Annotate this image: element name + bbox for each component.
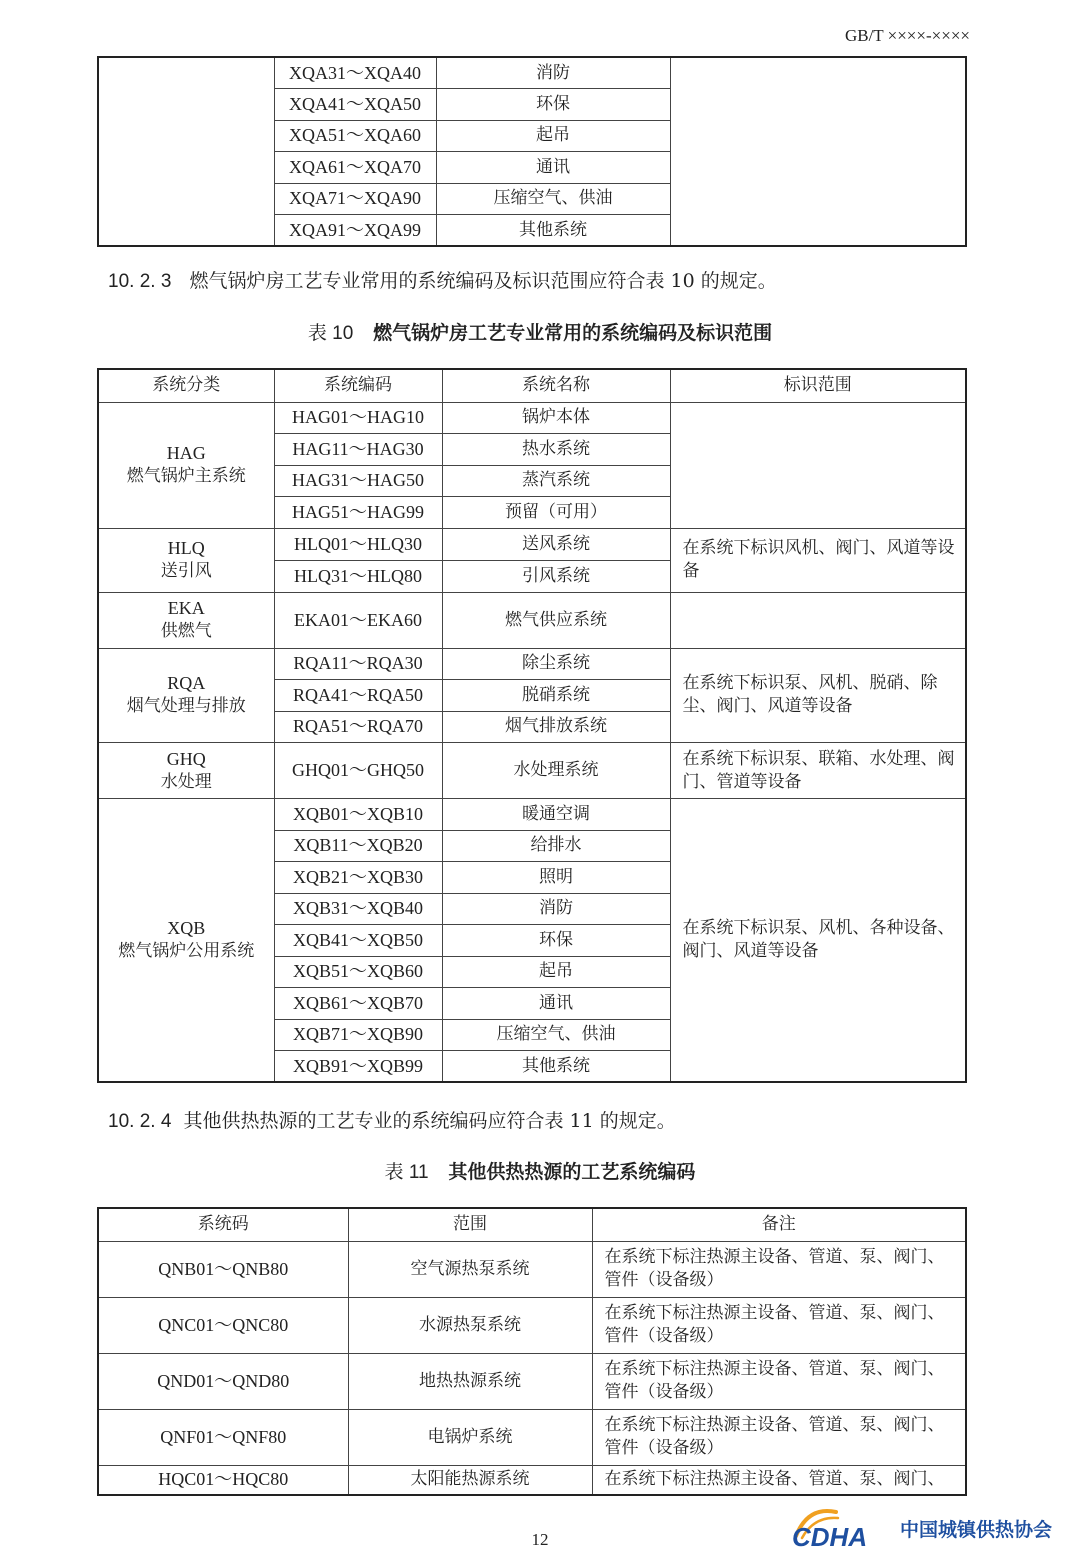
code-cell: XQA51～XQA60 [274, 120, 436, 152]
table-row [98, 648, 966, 680]
category-code: GHQ [166, 748, 206, 769]
code-cell: QND01～QND80 [98, 1353, 348, 1409]
name-cell: 脱硝系统 [442, 680, 670, 712]
code-cell: HAG51～HAG99 [274, 497, 442, 529]
table9-continuation [97, 56, 967, 247]
column-header: 系统码 [98, 1208, 348, 1241]
name-cell: 燃气供应系统 [442, 592, 670, 648]
column-header: 标识范围 [670, 369, 966, 402]
standard-code: GB/T ××××-×××× [844, 26, 970, 45]
table11 [97, 1207, 967, 1496]
name-cell: 起吊 [436, 120, 670, 152]
caption-number: 表 10 [307, 323, 354, 344]
code-cell: GHQ01～GHQ50 [274, 743, 442, 799]
category-cell [98, 743, 274, 799]
table-row [98, 592, 966, 648]
column-header: 系统名称 [442, 369, 670, 402]
table-row [98, 1409, 966, 1465]
range-cell: 空气源热泵系统 [348, 1241, 592, 1297]
table10 [97, 368, 967, 1083]
name-cell: 引风系统 [442, 560, 670, 592]
category-code: HAG [166, 443, 206, 463]
name-cell: 暖通空调 [442, 799, 670, 831]
clause-text: 燃气锅炉房工艺专业常用的系统编码及标识范围应符合表 10 的规定。 [189, 270, 777, 292]
column-header: 范围 [348, 1208, 592, 1241]
code-cell: XQA71～XQA90 [274, 183, 436, 215]
code-cell: XQB41～XQB50 [274, 925, 442, 957]
table-header-row [98, 1208, 966, 1241]
clause-text: 其他供热热源的工艺专业的系统编码应符合表 11 的规定。 [183, 1110, 676, 1132]
scope-cell: 在系统下标识泵、联箱、水处理、阀门、管道等设备 [670, 743, 966, 799]
table10-caption [0, 318, 1080, 345]
name-cell: 通讯 [442, 988, 670, 1020]
code-cell: XQB21～XQB30 [274, 862, 442, 894]
name-cell: 压缩空气、供油 [436, 183, 670, 215]
scope-cell [670, 57, 966, 246]
name-cell: 压缩空气、供油 [442, 1019, 670, 1051]
category-cell [98, 528, 274, 592]
caption-title: 其他供热热源的工艺系统编码 [448, 1161, 696, 1183]
code-cell: XQB01～XQB10 [274, 799, 442, 831]
name-cell: 照明 [442, 862, 670, 894]
code-cell: XQB61～XQB70 [274, 988, 442, 1020]
name-cell: 消防 [442, 893, 670, 925]
category-name: 供燃气 [160, 621, 212, 641]
category-cell [98, 799, 274, 1083]
scope-cell: 在系统下标识泵、风机、脱硝、除尘、阀门、风道等设备 [670, 648, 966, 743]
name-cell: 水处理系统 [442, 743, 670, 799]
code-cell: HAG01～HAG10 [274, 402, 442, 434]
name-cell: 其他系统 [442, 1051, 670, 1083]
name-cell: 预留（可用） [442, 497, 670, 529]
note-cell: 在系统下标注热源主设备、管道、泵、阀门、管件（设备级） [592, 1241, 966, 1297]
table-row [98, 57, 966, 89]
name-cell: 热水系统 [442, 434, 670, 466]
name-cell: 其他系统 [436, 215, 670, 247]
cdha-logo-mark [788, 1502, 898, 1552]
code-cell: XQB31～XQB40 [274, 893, 442, 925]
table-header-row [98, 369, 966, 402]
code-cell: RQA41～RQA50 [274, 680, 442, 712]
code-cell: RQA11～RQA30 [274, 648, 442, 680]
clause-number: 10. 2. 4 [108, 1111, 172, 1132]
name-cell: 锅炉本体 [442, 402, 670, 434]
name-cell: 环保 [436, 89, 670, 121]
category-name: 水处理 [160, 771, 212, 792]
category-code: HLQ [167, 538, 205, 558]
code-cell: XQB51～XQB60 [274, 956, 442, 988]
cdha-logo [788, 1502, 1058, 1552]
table-row [98, 799, 966, 831]
category-cell [98, 402, 274, 528]
name-cell: 给排水 [442, 830, 670, 862]
scope-cell: 在系统下标识泵、风机、各种设备、阀门、风道等设备 [670, 799, 966, 1083]
code-cell: QNC01～QNC80 [98, 1297, 348, 1353]
table-row [98, 528, 966, 560]
name-cell: 消防 [436, 57, 670, 89]
code-cell: QNF01～QNF80 [98, 1409, 348, 1465]
name-cell: 起吊 [442, 956, 670, 988]
caption-title: 燃气锅炉房工艺专业常用的系统编码及标识范围 [373, 322, 773, 344]
table11-caption [0, 1157, 1080, 1184]
code-cell: XQA41～XQA50 [274, 89, 436, 121]
range-cell: 水源热泵系统 [348, 1297, 592, 1353]
range-cell: 地热热源系统 [348, 1353, 592, 1409]
scope-cell: 在系统下标识风机、阀门、风道等设备 [670, 528, 966, 592]
code-cell: XQA91～XQA99 [274, 215, 436, 247]
code-cell: XQA31～XQA40 [274, 57, 436, 89]
category-code: RQA [167, 673, 206, 694]
category-name: 燃气锅炉公用系统 [118, 941, 255, 961]
table-row [98, 743, 966, 799]
table-row [98, 1353, 966, 1409]
page-number: 12 [531, 1530, 549, 1549]
name-cell: 蒸汽系统 [442, 465, 670, 497]
name-cell: 环保 [442, 925, 670, 957]
column-header: 备注 [592, 1208, 966, 1241]
code-cell: HLQ01～HLQ30 [274, 528, 442, 560]
logo-mark-text: CDHA [792, 1522, 868, 1552]
category-name: 燃气锅炉主系统 [126, 466, 246, 486]
code-cell: HAG31～HAG50 [274, 465, 442, 497]
code-cell: XQB71～XQB90 [274, 1019, 442, 1051]
code-cell: HLQ31～HLQ80 [274, 560, 442, 592]
note-cell: 在系统下标注热源主设备、管道、泵、阀门、管件（设备级） [592, 1353, 966, 1409]
note-cell: 在系统下标注热源主设备、管道、泵、阀门、管件（设备级） [592, 1297, 966, 1353]
column-header: 系统分类 [98, 369, 274, 402]
category-code: EKA [167, 598, 205, 618]
category-cell [98, 648, 274, 743]
note-cell: 在系统下标注热源主设备、管道、泵、阀门、 [592, 1465, 966, 1495]
name-cell: 除尘系统 [442, 648, 670, 680]
code-cell: QNB01～QNB80 [98, 1241, 348, 1297]
table-row [98, 1241, 966, 1297]
code-cell: HAG11～HAG30 [274, 434, 442, 466]
clause-10-2-3 [108, 266, 777, 293]
table-row [98, 1297, 966, 1353]
category-name: 送引风 [160, 561, 212, 581]
clause-10-2-4 [108, 1106, 676, 1133]
code-cell: EKA01～EKA60 [274, 592, 442, 648]
clause-number: 10. 2. 3 [108, 271, 172, 292]
range-cell: 电锅炉系统 [348, 1409, 592, 1465]
code-cell: RQA51～RQA70 [274, 711, 442, 743]
logo-text: 中国城镇供热协会 [900, 1519, 1053, 1541]
category-cell [98, 57, 274, 246]
caption-number: 表 11 [384, 1162, 429, 1183]
note-cell: 在系统下标注热源主设备、管道、泵、阀门、管件（设备级） [592, 1409, 966, 1465]
code-cell: XQB91～XQB99 [274, 1051, 442, 1083]
code-cell: HQC01～HQC80 [98, 1465, 348, 1495]
scope-cell [670, 402, 966, 528]
name-cell: 通讯 [436, 152, 670, 184]
code-cell: XQA61～XQA70 [274, 152, 436, 184]
range-cell: 太阳能热源系统 [348, 1465, 592, 1495]
category-name: 烟气处理与排放 [126, 696, 246, 717]
table-row [98, 402, 966, 434]
table-row [98, 1465, 966, 1495]
category-cell [98, 592, 274, 648]
scope-cell [670, 592, 966, 648]
name-cell: 送风系统 [442, 528, 670, 560]
code-cell: XQB11～XQB20 [274, 830, 442, 862]
column-header: 系统编码 [274, 369, 442, 402]
category-code: XQB [167, 918, 206, 938]
name-cell: 烟气排放系统 [442, 711, 670, 743]
